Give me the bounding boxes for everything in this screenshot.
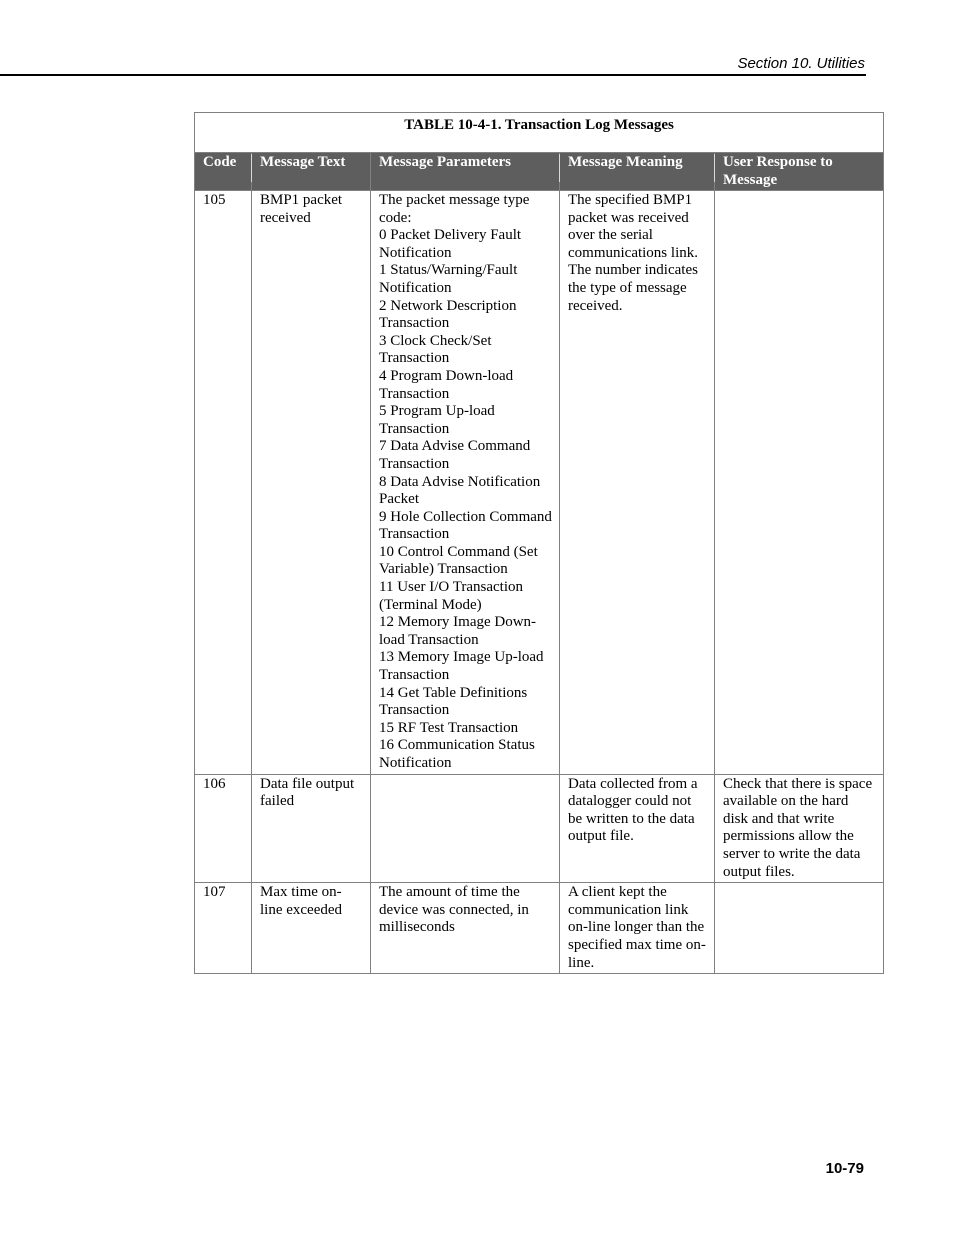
parameter-line: 10 Control Command (Set Variable) Transaction (379, 543, 538, 578)
cell-message-text: BMP1 packet received (252, 191, 371, 775)
parameter-line: The amount of time the device was connected, in milliseconds (379, 884, 529, 936)
cell-message-meaning: The specified BMP1 packet was received over the serial communications link. The number indicates the type of message received. (560, 191, 715, 775)
table-row (195, 883, 884, 974)
parameter-line: 9 Hole Collection Command Transaction (379, 508, 552, 543)
parameter-line: 3 Clock Check/Set Transaction (379, 332, 492, 367)
cell-message-text: Max time on-line exceeded (252, 883, 371, 974)
cell-code: 105 (195, 191, 252, 775)
cell-code: 107 (195, 883, 252, 974)
cell-message-text: Data file output failed (252, 774, 371, 883)
parameter-line: 8 Data Advise Notification Packet (379, 473, 541, 508)
cell-user-response: Check that there is space available on the hard disk and that write permissions allow the server to write the data output files. (715, 774, 884, 883)
cell-message-parameters (371, 191, 560, 775)
column-header-message-parameters: Message Parameters (371, 153, 560, 191)
table-caption-cell (195, 113, 884, 153)
parameter-line: 13 Memory Image Up-load Transaction (379, 649, 544, 684)
column-header-code: Code (195, 153, 252, 191)
column-header-message-text: Message Text (252, 153, 371, 191)
parameter-line: 7 Data Advise Command Transaction (379, 438, 531, 472)
cell-message-meaning: Data collected from a datalogger could not be written to the data output file. (560, 774, 715, 883)
cell-code: 106 (195, 774, 252, 883)
parameter-line: 1 Status/Warning/Fault Notification (379, 262, 518, 296)
table-caption: TABLE 10-4-1. Transaction Log Messages (404, 117, 674, 133)
header-rule (0, 74, 866, 76)
parameter-line: 4 Program Down-load Transaction (379, 367, 514, 402)
table-row (195, 191, 884, 775)
parameter-line: 16 Communication Status Notification (379, 737, 535, 771)
parameter-line: 15 RF Test Transaction (379, 719, 519, 736)
column-header-user-response: User Response to Message (715, 153, 884, 191)
cell-message-parameters (371, 774, 560, 883)
page-header: Section 10. Utilities (737, 55, 865, 72)
cell-message-parameters (371, 883, 560, 974)
parameter-line: The packet message type code: (379, 192, 530, 226)
cell-user-response (715, 883, 884, 974)
column-header-message-meaning: Message Meaning (560, 153, 715, 191)
page-number: 10-79 (825, 1160, 864, 1177)
cell-user-response (715, 191, 884, 775)
parameter-line: 5 Program Up-load Transaction (379, 403, 495, 437)
transaction-log-table (194, 112, 884, 974)
table-row (195, 774, 884, 883)
parameter-line: 2 Network Description Transaction (379, 297, 517, 332)
parameter-line: 0 Packet Delivery Fault Notification (379, 227, 522, 261)
parameter-line: 14 Get Table Definitions Transaction (379, 684, 528, 719)
parameter-line: 11 User I/O Transaction (Terminal Mode) (379, 579, 524, 613)
table-header-row (195, 153, 884, 191)
cell-message-meaning: A client kept the communication link on-line longer than the specified max time on-line. (560, 883, 715, 974)
parameter-line: 12 Memory Image Down-load Transaction (379, 614, 537, 648)
